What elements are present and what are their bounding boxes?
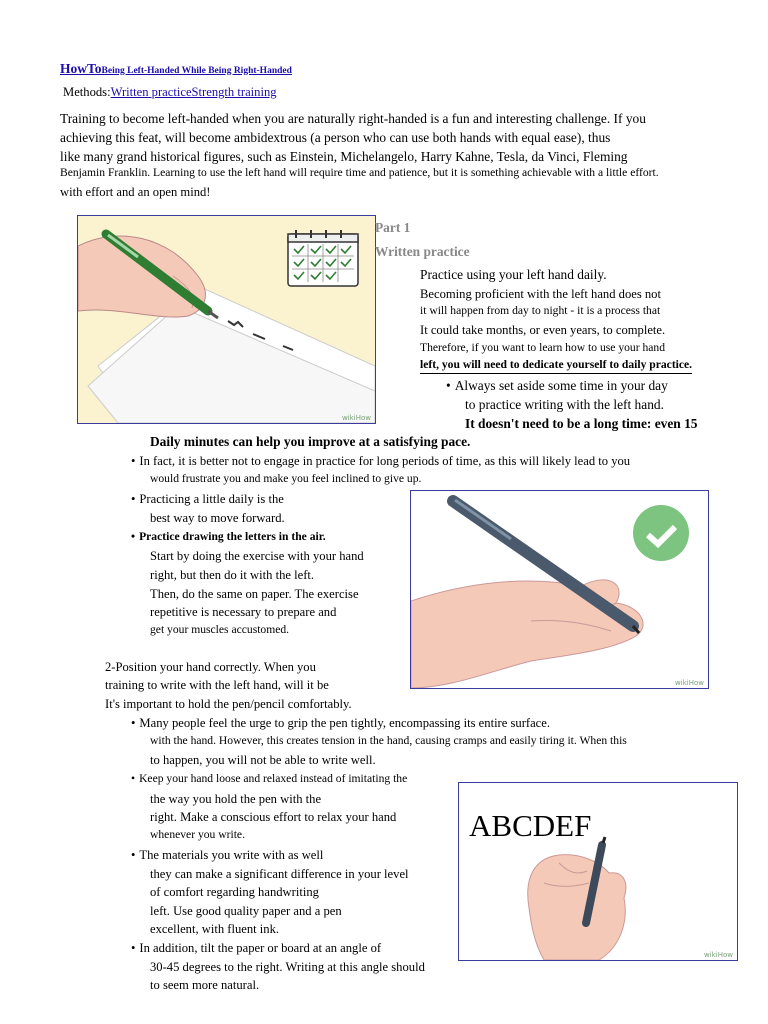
bullet-line: with the hand. However, this creates tension in the hand, causing cramps and easily tiring it. When this: [150, 734, 627, 747]
step1-line: Therefore, if you want to learn how to use your hand: [420, 341, 666, 354]
step1-line: Practice using your left hand daily.: [420, 267, 607, 282]
bullet-item: • The materials you write with as well: [131, 846, 323, 864]
bullet-item: • In fact, it is better not to engage in practice for long periods of time, as this will likely lead to you: [131, 452, 630, 470]
step1-line: left, you will need to dedicate yourself to daily practice.: [420, 357, 692, 374]
part-label: Part 1: [375, 220, 411, 235]
intro-line-3: like many grand historical figures, such as Einstein, Michelangelo, Harry Kahne, Tesla, da Vinci, Fleming: [60, 149, 628, 164]
bullet-line: to happen, you will not be able to write well.: [150, 753, 376, 767]
bullet-line: right, but then do it with the left.: [150, 568, 315, 582]
bullet-line: would frustrate you and make you feel inclined to give up.: [150, 472, 422, 485]
bullet-item: • Always set aside some time in your day: [446, 377, 668, 395]
methods-row: [63, 83, 277, 101]
bullet-line: 30-45 degrees to the right. Writing at this angle should: [150, 960, 425, 974]
bullet-line: of comfort regarding handwriting: [150, 885, 319, 899]
strength-training-link[interactable]: Strength training: [191, 85, 277, 99]
air-writing-illustration: [411, 491, 708, 688]
bullet-line: they can make a significant difference in your level: [150, 867, 409, 881]
bullet-line: Daily minutes can help you improve at a satisfying pace.: [150, 434, 471, 449]
bullet-line: to practice writing with the left hand.: [465, 397, 664, 412]
bullet-line: Start by doing the exercise with your hand: [150, 549, 364, 563]
step1-line: it will happen from day to night - it is a process that: [420, 304, 661, 317]
step2-line: 2-Position your hand correctly. When you: [105, 660, 316, 674]
checkmark-badge-icon: [633, 505, 689, 561]
intro-line-4: Benjamin Franklin. Learning to use the left hand will require time and patience, but it is something achievable with a little effort.: [60, 166, 659, 179]
written-practice-link[interactable]: Written practice: [110, 85, 192, 99]
step2-line: It's important to hold the pen/pencil comfortably.: [105, 697, 352, 711]
bullet-item: • Practicing a little daily is the: [131, 490, 284, 508]
writing-hand-image: [77, 215, 376, 424]
bullet-line: to seem more natural.: [150, 978, 260, 992]
intro-line-5: with effort and an open mind!: [60, 185, 211, 199]
methods-label: Methods:: [63, 85, 111, 99]
step1-line: Becoming proficient with the left hand does not: [420, 287, 661, 301]
howto-label: HowTo: [60, 61, 102, 76]
title-text: Being Left-Handed While Being Right-Handed: [101, 66, 292, 76]
bullet-line: Then, do the same on paper. The exercise: [150, 587, 359, 601]
intro-line-2: achieving this feat, will become ambidextrous (a person who can use both hands with equal ease), thus: [60, 130, 611, 145]
bullet-item: • Many people feel the urge to grip the pen tightly, encompassing its entire surface.: [131, 714, 550, 732]
bullet-line: It doesn't need to be a long time: even 15: [465, 416, 698, 431]
bullet-line: the way you hold the pen with the: [150, 792, 322, 806]
bullet-line: left. Use good quality paper and a pen: [150, 904, 342, 918]
writing-hand-illustration: [78, 216, 375, 423]
bullet-line: best way to move forward.: [150, 511, 285, 525]
air-writing-image: [410, 490, 709, 689]
intro-line-1: Training to become left-handed when you are naturally right-handed is a fun and interesting challenge. If you: [60, 111, 646, 126]
step1-line: It could take months, or even years, to complete.: [420, 323, 666, 337]
calendar-icon: [288, 230, 358, 286]
bullet-line: excellent, with fluent ink.: [150, 922, 280, 936]
bullet-line: whenever you write.: [150, 828, 245, 841]
page-title[interactable]: [60, 60, 292, 78]
bullet-item: • In addition, tilt the paper or board at an angle of: [131, 939, 381, 957]
part-name: Written practice: [375, 244, 470, 259]
bullet-item: • Practice drawing the letters in the air.: [131, 529, 326, 545]
abcdef-text: ABCDEF: [469, 808, 592, 843]
bullet-line: repetitive is necessary to prepare and: [150, 605, 337, 619]
step2-line: training to write with the left hand, will it be: [105, 678, 329, 692]
hand-pen-illustration: [459, 783, 737, 960]
watermark: wikiHow: [675, 679, 704, 687]
watermark: wikiHow: [704, 951, 733, 959]
watermark: wikiHow: [342, 414, 371, 422]
abcdef-image: [458, 782, 738, 961]
bullet-line: get your muscles accustomed.: [150, 623, 290, 636]
bullet-item: • Keep your hand loose and relaxed instead of imitating the: [131, 771, 407, 787]
bullet-line: right. Make a conscious effort to relax your hand: [150, 810, 397, 824]
